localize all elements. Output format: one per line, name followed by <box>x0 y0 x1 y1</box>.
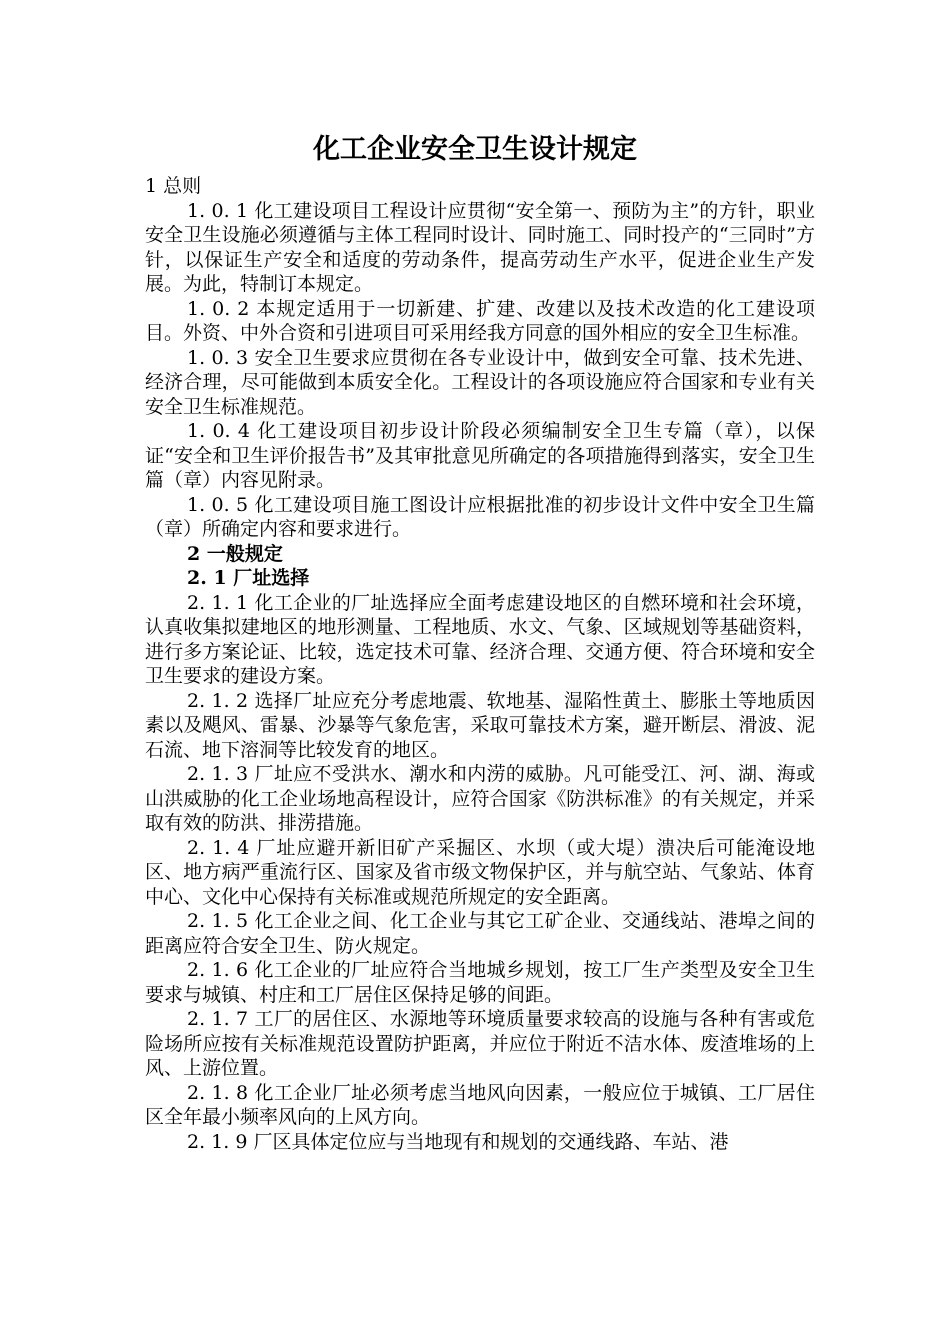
document-body <box>145 174 815 1154</box>
paragraph-1-0-4: 1. 0. 4 化工建设项目初步设计阶段必须编制安全卫生专篇（章），以保证“安全和卫生评价报告书”及其审批意见所确定的各项措施得到落实，安全卫生篇（章）内容见附录。 <box>145 420 815 491</box>
paragraph-1-0-1: 1. 0. 1 化工建设项目工程设计应贯彻“安全第一、预防为主”的方针，职业安全卫生设施必须遵循与主体工程同时设计、同时施工、同时投产的“三同时”方针，以保证生产安全和适度的劳动条件，提高劳动生产水平，促进企业生产发展。为此，特制订本规定。 <box>145 199 815 295</box>
paragraph-2-1-8: 2. 1. 8 化工企业厂址必须考虑当地风向因素，一般应位于城镇、工厂居住区全年最小频率风向的上风方向。 <box>145 1081 815 1128</box>
paragraph-2-1-2: 2. 1. 2 选择厂址应充分考虑地震、软地基、湿陷性黄土、膨胀土等地质因素以及飓风、雷暴、沙暴等气象危害，采取可靠技术方案，避开断层、滑波、泥石流、地下溶洞等比较发育的地区。 <box>145 689 815 761</box>
paragraph-2-1-1: 2. 1. 1 化工企业的厂址选择应全面考虑建设地区的自燃环境和社会环境，认真收集拟建地区的地形测量、工程地质、水文、气象、区域规划等基础资料，进行多方案论证、比较，选定技术可靠、经济合理、交通方便、符合环境和安全卫生要求的建设方案。 <box>145 591 815 687</box>
paragraph-2-1-6: 2. 1. 6 化工企业的厂址应符合当地城乡规划，按工厂生产类型及安全卫生要求与城镇、村庄和工厂居住区保持足够的间距。 <box>145 959 815 1006</box>
subsection-heading-site-selection: 2. 1 厂址选择 <box>187 567 310 589</box>
paragraph-2-1-3: 2. 1. 3 厂址应不受洪水、潮水和内涝的威胁。凡可能受江、河、湖、海或山洪威胁的化工企业场地高程设计，应符合国家《防洪标准》的有关规定，并采取有效的防洪、排涝措施。 <box>145 763 815 834</box>
paragraph-1-0-3: 1. 0. 3 安全卫生要求应贯彻在各专业设计中，做到安全可靠、技术先进、经济合理，尽可能做到本质安全化。工程设计的各项设施应符合国家和专业有关安全卫生标准规范。 <box>145 346 815 418</box>
paragraph-1-0-2: 1. 0. 2 本规定适用于一切新建、扩建、改建以及技术改造的化工建设项目。外资、中外合资和引进项目可采用经我方同意的国外相应的安全卫生标准。 <box>145 297 815 344</box>
paragraph-2-1-7: 2. 1. 7 工厂的居住区、水源地等环境质量要求较高的设施与各种有害或危险场所应按有关标准规范设置防护距离，并应位于附近不洁水体、废渣堆场的上风、上游位置。 <box>145 1008 815 1079</box>
section-heading-general: 1 总则 <box>145 175 202 197</box>
paragraph-1-0-5: 1. 0. 5 化工建设项目施工图设计应根据批准的初步设计文件中安全卫生篇（章）所确定内容和要求进行。 <box>145 493 815 540</box>
paragraph-2-1-5: 2. 1. 5 化工企业之间、化工企业与其它工矿企业、交通线站、港埠之间的距离应符合安全卫生、防火规定。 <box>145 910 815 957</box>
document-title: 化工企业安全卫生设计规定 <box>313 134 637 165</box>
paragraph-2-1-4: 2. 1. 4 厂址应避开新旧矿产采掘区、水坝（或大堤）溃决后可能淹设地区、地方病严重流行区、国家及省市级文物保护区，并与航空站、气象站、体育中心、文化中心保持有关标准或规范所规定的安全距离。 <box>145 836 815 908</box>
paragraph-2-1-9: 2. 1. 9 厂区具体定位应与当地现有和规划的交通线路、车站、港 <box>187 1130 729 1153</box>
section-heading-general-rules: 2 一般规定 <box>187 542 283 565</box>
